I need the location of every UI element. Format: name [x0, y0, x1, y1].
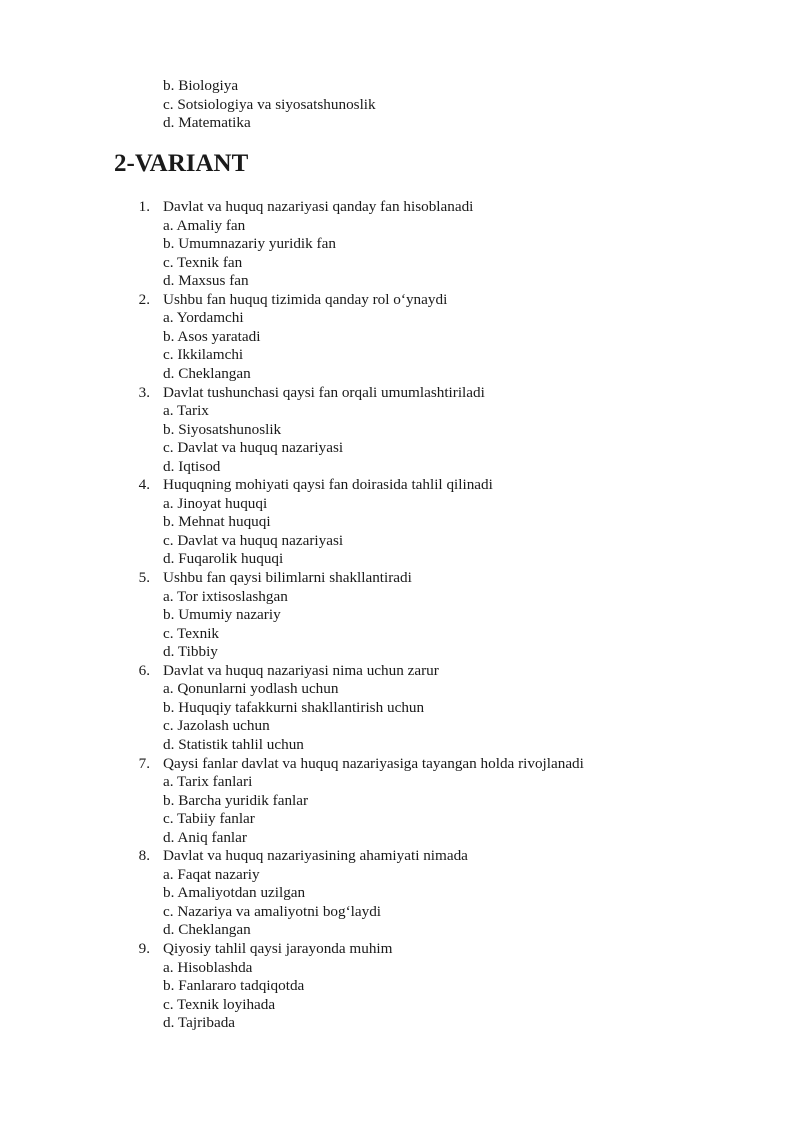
answer-option: c. Tabiiy fanlar — [163, 810, 255, 828]
question-number: 6. — [138, 661, 150, 679]
answer-option: d. Statistik tahlil uchun — [163, 735, 304, 753]
answer-option: d. Maxsus fan — [163, 272, 249, 290]
question-number: 9. — [138, 940, 150, 957]
answer-option: b. Huquqiy tafakkurni shakllantirish uchun — [163, 698, 425, 716]
question-number: 4. — [138, 476, 150, 494]
answer-option: d. Tibbiy — [163, 643, 218, 661]
question-text: Davlat va huquq nazariyasi qanday fan hisoblanadi — [163, 198, 474, 215]
answer-option: b. Siyosatshunoslik — [163, 420, 282, 438]
answer-option: d. Aniq fanlar — [163, 828, 247, 846]
question-text: Qaysi fanlar davlat va huquq nazariyasiga tayangan holda rivojlanadi — [163, 754, 584, 772]
answer-option: a. Yordamchi — [163, 309, 244, 327]
answer-option: d. Tajribada — [163, 1014, 236, 1032]
answer-option: a. Tor ixtisoslashgan — [163, 587, 288, 605]
answer-option: b. Barcha yuridik fanlar — [163, 791, 309, 809]
answer-option: b. Amaliyotdan uzilgan — [163, 884, 306, 902]
answer-option: c. Nazariya va amaliyotni bog‘laydi — [163, 902, 382, 920]
answer-option: c. Ikkilamchi — [163, 346, 244, 364]
question-text: Qiyosiy tahlil qaysi jarayonda muhim — [163, 940, 393, 957]
question-number: 2. — [138, 290, 150, 308]
answer-option: a. Qonunlarni yodlash uchun — [163, 680, 339, 698]
answer-option: a. Hisoblashda — [163, 958, 253, 976]
question-text: Davlat va huquq nazariyasi nima uchun zarur — [163, 661, 439, 679]
variant-heading: 2-VARIANT — [114, 150, 249, 177]
answer-option: d. Iqtisod — [163, 457, 221, 475]
top-option: c. Sotsiologiya va siyosatshunoslik — [163, 95, 376, 113]
question-number: 7. — [138, 754, 150, 772]
answer-option: b. Asos yaratadi — [163, 327, 261, 345]
answer-option: b. Mehnat huquqi — [163, 513, 271, 531]
question-text: Davlat va huquq nazariyasining ahamiyati nimada — [163, 847, 468, 865]
answer-option: c. Davlat va huquq nazariyasi — [163, 531, 344, 549]
answer-option: c. Davlat va huquq nazariyasi — [163, 439, 344, 457]
top-option: d. Matematika — [163, 114, 251, 131]
question-text: Davlat tushunchasi qaysi fan orqali umumlashtiriladi — [163, 383, 485, 401]
answer-option: a. Faqat nazariy — [163, 865, 260, 883]
answer-option: c. Texnik — [163, 624, 220, 642]
top-option: b. Biologiya — [163, 77, 239, 94]
question-text: Ushbu fan qaysi bilimlarni shakllantiradi — [163, 569, 412, 586]
answer-option: b. Umumnazariy yuridik fan — [163, 235, 336, 253]
answer-option: a. Amaliy fan — [163, 216, 246, 234]
answer-option: a. Jinoyat huquqi — [163, 494, 268, 512]
question-number: 1. — [138, 198, 150, 215]
answer-option: c. Texnik loyihada — [163, 995, 276, 1013]
answer-option: b. Umumiy nazariy — [163, 606, 281, 624]
answer-option: a. Tarix fanlari — [163, 773, 253, 791]
question-number: 8. — [138, 847, 150, 865]
answer-option: b. Fanlararo tadqiqotda — [163, 977, 305, 995]
answer-option: c. Texnik fan — [163, 253, 243, 271]
question-number: 3. — [138, 383, 150, 401]
answer-option: d. Fuqarolik huquqi — [163, 550, 284, 568]
question-text: Ushbu fan huquq tizimida qanday rol o‘ynaydi — [163, 290, 448, 308]
question-number: 5. — [138, 569, 150, 586]
answer-option: d. Cheklangan — [163, 364, 251, 382]
answer-option: a. Tarix — [163, 402, 209, 420]
answer-option: d. Cheklangan — [163, 921, 251, 939]
answer-option: c. Jazolash uchun — [163, 717, 270, 735]
question-text: Huquqning mohiyati qaysi fan doirasida tahlil qilinadi — [163, 476, 493, 494]
